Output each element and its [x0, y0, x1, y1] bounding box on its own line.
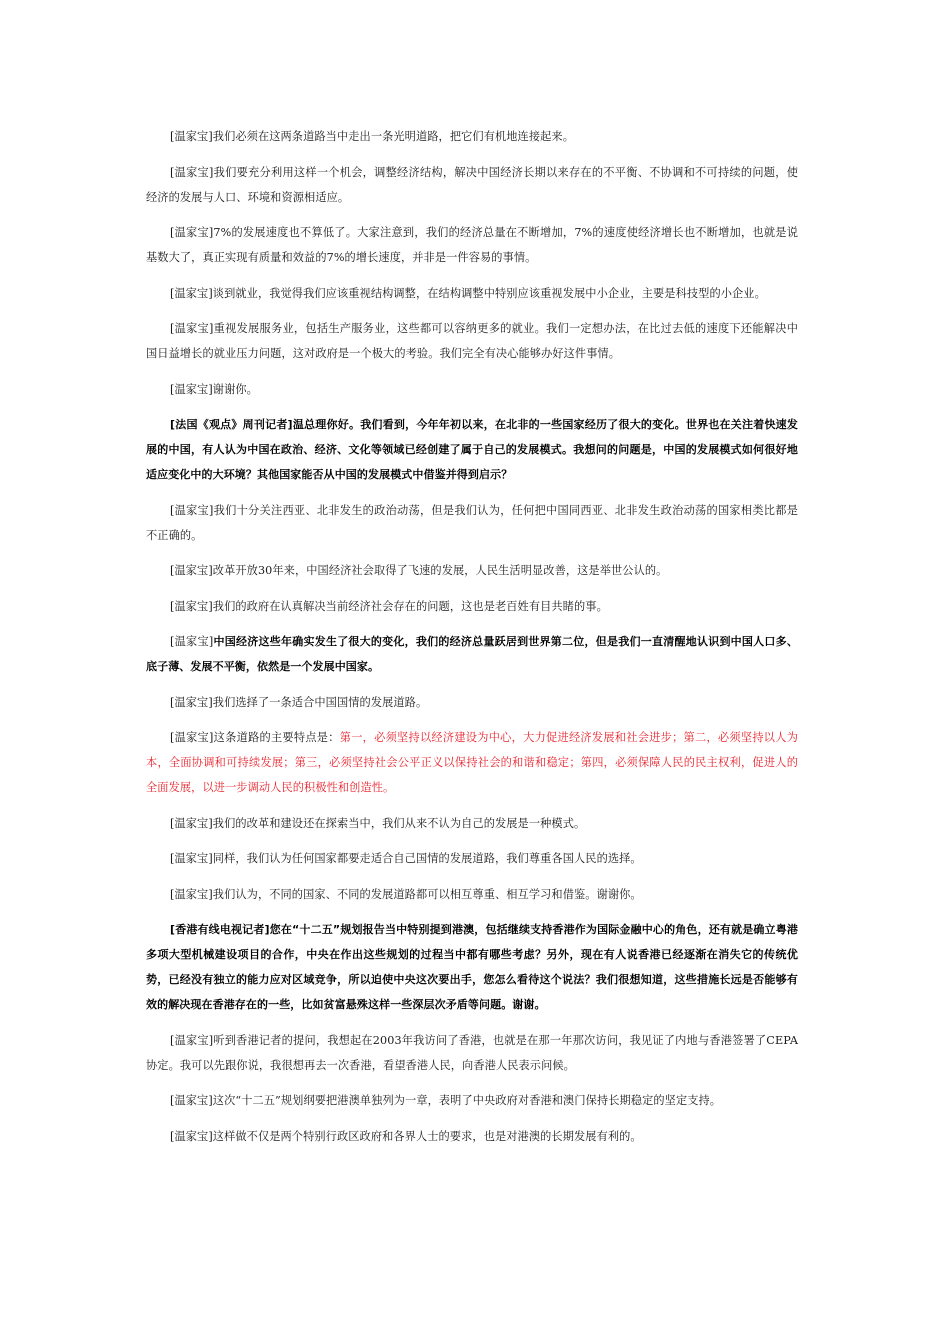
paragraph-text: 重视发展服务业，包括生产服务业，这些都可以容纳更多的就业。我们一定想办法，在比过去低的速度下还能解决中国日益增长的就业压力问题，这对政府是一个极大的考验。我们完全有决心能够办好这件事情。: [146, 322, 799, 360]
paragraph-11: [146, 629, 798, 679]
speaker-label: [温家宝]: [170, 564, 213, 577]
emphasized-text: 中国经济这些年确实发生了很大的变化，我们的经济总量跃居到世界第二位，但是我们一直清醒地认识到中国人口多、底子薄、发展不平衡，依然是一个发展中国家。: [146, 635, 798, 673]
paragraph-text: 谢谢你。: [212, 382, 258, 396]
speaker-label: [温家宝]: [170, 226, 214, 239]
paragraph-14: [146, 811, 798, 836]
paragraph-8: [146, 498, 798, 548]
paragraph-19: [146, 1088, 798, 1113]
paragraph-text: 7%的发展速度也不算低了。大家注意到，我们的经济总量在不断增加，7%的速度使经济增长也不断增加，也就是说基数大了，真正实现有质量和效益的7%的增长速度，并非是一件容易的事情。: [146, 226, 798, 264]
speaker-label: [温家宝]: [170, 599, 213, 613]
speaker-label: [温家宝]: [170, 887, 213, 901]
speaker-label: [温家宝]: [170, 382, 213, 396]
paragraph-13: [146, 725, 798, 800]
paragraph-4: [146, 281, 798, 306]
paragraph-12: [146, 690, 798, 715]
paragraph-1: [146, 124, 798, 149]
paragraph-text: 我们的政府在认真解决当前经济社会存在的问题，这也是老百姓有目共睹的事。: [212, 599, 608, 613]
paragraph-text: 我们选择了一条适合中国国情的发展道路。: [212, 695, 428, 709]
paragraph-lead-text: 这条道路的主要特点是：: [213, 731, 340, 744]
paragraph-16: [146, 882, 798, 907]
paragraph-text: 我们的改革和建设还在探索当中，我们从来不认为自己的发展是一种模式。: [212, 816, 586, 830]
speaker-label: [温家宝]: [170, 731, 214, 744]
question-paragraph-1: [146, 412, 798, 487]
paragraph-text: 这样做不仅是两个特别行政区政府和各界人士的要求，也是对港澳的长期发展有利的。: [212, 1129, 642, 1143]
speaker-label: [温家宝]: [170, 130, 213, 143]
speaker-label: [温家宝]: [170, 286, 213, 300]
paragraph-20: [146, 1124, 798, 1149]
speaker-label: [温家宝]: [170, 816, 213, 830]
speaker-label: [温家宝]: [170, 1129, 213, 1143]
speaker-label: [温家宝]: [170, 635, 214, 648]
paragraph-text: 我们要充分利用这样一个机会，调整经济结构，解决中国经济长期以来存在的不平衡、不协调和不可持续的问题，使经济的发展与人口、环境和资源相适应。: [146, 165, 799, 204]
speaker-label: [法国《观点》周刊记者]: [170, 418, 293, 431]
paragraph-text: 我们十分关注西亚、北非发生的政治动荡，但是我们认为，任何把中国同西亚、北非发生政治动荡的国家相类比都是不正确的。: [146, 503, 799, 542]
paragraph-18: [146, 1028, 798, 1078]
paragraph-2: [146, 160, 798, 210]
paragraph-text: 您在“十二五”规划报告当中特别提到港澳，包括继续支持香港作为国际金融中心的角色，还有就是确立粤港多项大型机械建设项目的合作，中央在作出这些规划的过程当中都有哪些考虑？另外，现在有人说香港已经逐渐在消失它的传统优势，已经没有独立的能力应对区域竞争，所以迫使中央这次要出手，您怎么看待这个说法？我们很想知道，这些措施长远是否能够有效的解决现在香港存在的一些，比如贫富悬殊这样一些深层次矛盾等问题。谢谢。: [146, 923, 798, 1011]
speaker-label: [香港有线电视记者]: [170, 923, 270, 936]
paragraph-10: [146, 594, 798, 619]
paragraph-3: [146, 220, 798, 270]
speaker-label: [温家宝]: [170, 503, 214, 517]
question-paragraph-2: [146, 917, 798, 1017]
paragraph-text: 谈到就业，我觉得我们应该重视结构调整，在结构调整中特别应该重视发展中小企业，主要是科技型的小企业。: [212, 286, 766, 300]
highlighted-red-text: 第一，必须坚持以经济建设为中心，大力促进经济发展和社会进步；第二，必须坚持以人为本，全面协调和可持续发展；第三，必须坚持社会公平正义以保持社会的和谐和稳定；第四，必须保障人民的民主权利，促进人的全面发展，以进一步调动人民的积极性和创造性。: [146, 731, 798, 794]
paragraph-text: 我们认为，不同的国家、不同的发展道路都可以相互尊重、相互学习和借鉴。谢谢你。: [212, 887, 642, 901]
speaker-label: [温家宝]: [170, 322, 214, 335]
speaker-label: [温家宝]: [170, 852, 213, 865]
paragraph-text: 听到香港记者的提问，我想起在2003年我访问了香港，也就是在那一年那次访问，我见证了内地与香港签署了CEPA协定。我可以先跟你说，我很想再去一次香港，看望香港人民，向香港人民表示问候。: [146, 1033, 798, 1072]
paragraph-text: 温总理你好。我们看到，今年年初以来，在北非的一些国家经历了很大的变化。世界也在关注着快速发展的中国，有人认为中国在政治、经济、文化等领域已经创建了属于自己的发展模式。我想问的问题是，中国的发展模式如何很好地适应变化中的大环境？其他国家能否从中国的发展模式中借鉴并得到启示？: [146, 418, 798, 481]
paragraph-text: 这次“十二五”规划纲要把港澳单独列为一章，表明了中央政府对香港和澳门保持长期稳定的坚定支持。: [212, 1094, 722, 1107]
paragraph-15: [146, 846, 798, 871]
speaker-label: [温家宝]: [170, 1094, 213, 1107]
speaker-label: [温家宝]: [170, 1033, 214, 1047]
speaker-label: [温家宝]: [170, 165, 214, 179]
paragraph-9: [146, 558, 798, 583]
paragraph-text: 同样，我们认为任何国家都要走适合自己国情的发展道路，我们尊重各国人民的选择。: [212, 852, 642, 865]
document-body: [146, 124, 798, 1159]
speaker-label: [温家宝]: [170, 695, 213, 709]
paragraph-6: [146, 377, 798, 402]
paragraph-text: 我们必须在这两条道路当中走出一条光明道路，把它们有机地连接起来。: [212, 130, 574, 143]
paragraph-5: [146, 316, 798, 366]
paragraph-text: 改革开放30年来，中国经济社会取得了飞速的发展，人民生活明显改善，这是举世公认的。: [212, 564, 668, 577]
